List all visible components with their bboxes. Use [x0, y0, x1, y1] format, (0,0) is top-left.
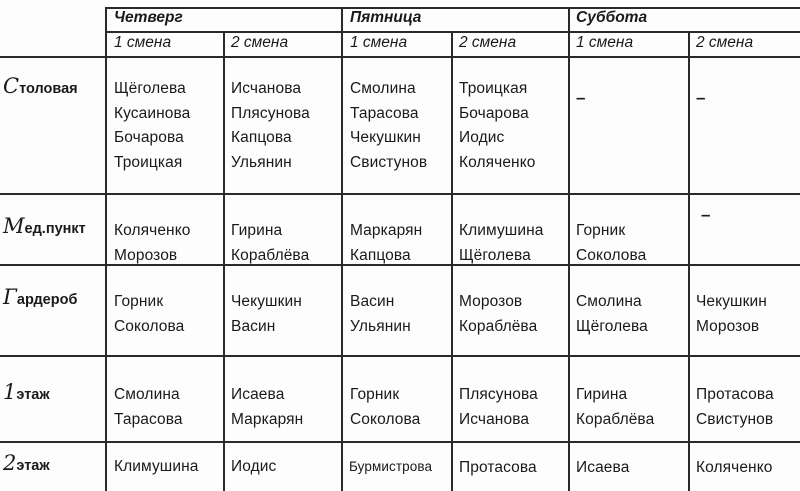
name-entry: Смолина — [114, 386, 180, 403]
name-entry: Бочарова — [459, 104, 529, 122]
name-entry: Горник — [114, 293, 164, 310]
cell-names — [114, 383, 183, 432]
cell-names — [349, 455, 432, 480]
cell-names — [231, 290, 302, 339]
cell-names — [231, 219, 309, 268]
row-label-text: этаж — [16, 387, 50, 403]
cell-names — [696, 456, 772, 481]
shift-header: 2 смена — [231, 34, 289, 51]
name-entry: Соколова — [576, 246, 647, 264]
day-header-friday: Пятница — [350, 9, 422, 26]
name-entry: Исчанова — [459, 410, 530, 428]
cell-names — [459, 290, 537, 339]
cell-names — [114, 219, 190, 268]
name-entry: Кораблёва — [576, 410, 655, 428]
shift-header: 2 смена — [696, 34, 754, 51]
grid-line-top — [105, 7, 800, 9]
cell-names — [696, 383, 774, 432]
name-entry: Гирина — [231, 222, 283, 239]
name-entry: Горник — [350, 386, 400, 403]
name-entry: Коляченко — [696, 459, 773, 476]
cell-names — [576, 456, 629, 481]
name-entry: Смолина — [350, 80, 416, 97]
name-entry: Морозов — [696, 317, 760, 335]
cell-names — [350, 383, 420, 432]
cell-names — [350, 290, 411, 339]
row-label-text: ед.пункт — [24, 221, 86, 237]
grid-line-col-label — [105, 7, 107, 491]
row-label-handwritten: М — [3, 214, 25, 238]
name-entry: Маркарян — [231, 410, 304, 428]
name-entry: Маркарян — [350, 222, 423, 239]
grid-line-col-1 — [223, 31, 225, 491]
name-entry: Чекушкин — [231, 293, 302, 310]
row-label-floor-2 — [3, 451, 50, 475]
name-entry: Исаева — [231, 386, 285, 403]
name-entry: Кусаинова — [114, 104, 191, 122]
name-entry: Щёголева — [459, 246, 531, 264]
cell-names — [350, 77, 427, 175]
name-entry: Ульянин — [231, 153, 292, 171]
name-entry: Свистунов — [350, 153, 428, 171]
name-entry: Чекушкин — [350, 129, 421, 146]
grid-line-header-bottom — [0, 56, 800, 58]
cell-names — [459, 383, 538, 432]
name-entry: Плясунова — [459, 386, 538, 403]
shift-header: 1 смена — [114, 34, 172, 51]
grid-line-row-1 — [0, 193, 800, 195]
name-entry: Протасова — [459, 459, 537, 476]
name-entry: Морозов — [459, 293, 523, 310]
name-entry: Коляченко — [114, 222, 191, 239]
cell-names — [231, 383, 303, 432]
day-header-saturday: Суббота — [576, 9, 648, 26]
name-entry: Троицкая — [114, 153, 183, 171]
cell-names — [231, 455, 276, 480]
name-entry: Свистунов — [696, 410, 774, 428]
row-label-text: этаж — [16, 458, 50, 474]
row-label-canteen — [3, 74, 78, 98]
row-label-text: толовая — [19, 81, 78, 97]
name-entry: Чекушкин — [696, 293, 767, 310]
name-entry: Капцова — [350, 246, 411, 264]
cell-names — [114, 455, 199, 480]
name-entry: Васин — [350, 293, 395, 310]
name-entry: Тарасова — [350, 104, 419, 122]
cell-names — [459, 219, 544, 268]
name-entry: Смолина — [576, 293, 642, 310]
name-entry: Исчанова — [231, 80, 302, 97]
day-header-thursday: Четверг — [114, 9, 183, 26]
grid-line-row-4 — [0, 441, 800, 443]
cell-names — [459, 77, 535, 175]
grid-line-col-2 — [341, 7, 343, 491]
name-entry: Плясунова — [231, 104, 310, 122]
name-entry: Щёголева — [114, 80, 186, 97]
row-label-handwritten: С — [3, 74, 20, 98]
shift-header: 2 смена — [459, 34, 517, 51]
cell-names — [350, 219, 422, 268]
row-label-text: ардероб — [16, 292, 78, 308]
row-label-cloakroom — [3, 285, 77, 309]
shift-header: 1 смена — [350, 34, 408, 51]
name-entry: Бурмистрова — [349, 459, 433, 474]
name-entry: Ульянин — [350, 317, 411, 335]
cell-names — [114, 290, 184, 339]
name-entry: Гирина — [576, 386, 628, 403]
row-label-handwritten: 2 — [3, 451, 17, 475]
grid-line-col-3 — [451, 31, 453, 491]
name-entry: Горник — [576, 222, 626, 239]
name-entry: Иодис — [459, 129, 505, 146]
grid-line-col-5 — [688, 31, 690, 491]
cell-names — [696, 290, 767, 339]
grid-line-row-3 — [0, 355, 800, 357]
name-entry: Морозов — [114, 246, 178, 264]
name-entry: Соколова — [114, 317, 185, 335]
name-entry: Щёголева — [576, 317, 648, 335]
empty-dash: – — [576, 88, 586, 107]
shift-header: 1 смена — [576, 34, 634, 51]
name-entry: Иодис — [231, 458, 277, 475]
row-label-handwritten: 1 — [3, 380, 17, 404]
name-entry: Васин — [231, 317, 276, 335]
name-entry: Кораблёва — [459, 317, 538, 335]
name-entry: Протасова — [696, 386, 774, 403]
name-entry: Тарасова — [114, 410, 183, 428]
cell-names — [576, 290, 648, 339]
name-entry: Капцова — [231, 129, 292, 146]
cell-names — [459, 456, 537, 481]
cell-names — [114, 77, 190, 175]
empty-dash: – — [696, 88, 706, 107]
grid-line-col-4 — [568, 7, 570, 491]
name-entry: Климушина — [114, 458, 199, 475]
name-entry: Троицкая — [459, 80, 528, 97]
name-entry: Бочарова — [114, 129, 184, 146]
empty-dash: – — [701, 205, 711, 224]
name-entry: Климушина — [459, 222, 544, 239]
cell-names — [576, 219, 646, 268]
row-label-floor-1 — [3, 380, 50, 404]
row-label-handwritten: Г — [3, 285, 17, 309]
name-entry: Исаева — [576, 459, 630, 476]
name-entry: Коляченко — [459, 153, 536, 171]
cell-names — [231, 77, 310, 175]
name-entry: Кораблёва — [231, 246, 310, 264]
cell-names — [576, 383, 654, 432]
name-entry: Соколова — [350, 410, 421, 428]
row-label-medical — [3, 214, 86, 238]
